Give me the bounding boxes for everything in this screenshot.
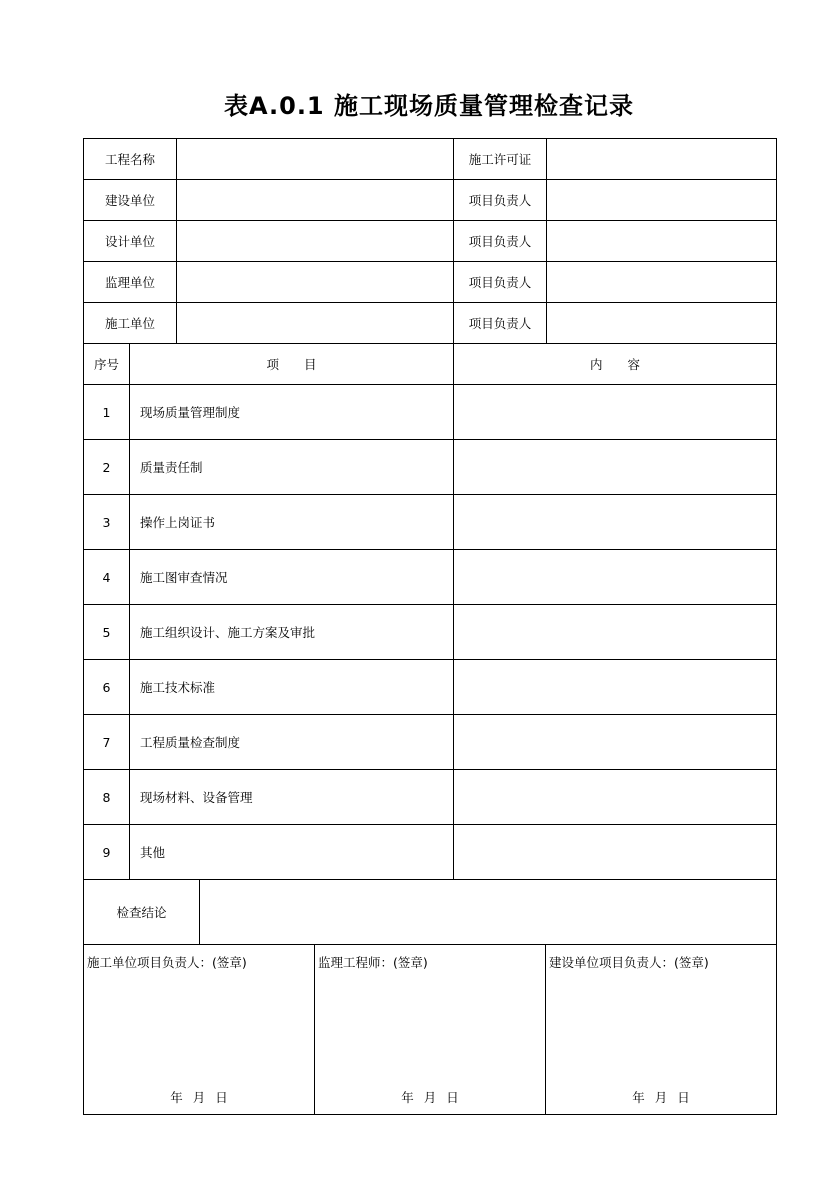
column-header-content — [453, 343, 777, 385]
signature-box-text: 监理工程师：(签章) — [318, 955, 428, 970]
signature-date: 年 月 日 — [632, 1090, 690, 1105]
conclusion-label-text: 检查结论 — [116, 905, 167, 920]
item-content-field[interactable] — [453, 604, 777, 660]
info-label-2-text: 项目负责人 — [468, 316, 532, 331]
item-seq — [83, 549, 130, 605]
item-name — [129, 494, 454, 550]
item-seq-text: 9 — [102, 844, 111, 860]
signature-date: 年 月 日 — [401, 1090, 459, 1105]
info-value-field-2[interactable] — [546, 261, 777, 303]
info-label-text: 监理单位 — [104, 275, 155, 290]
item-name-text: 施工图审查情况 — [140, 570, 228, 585]
info-label-text: 工程名称 — [104, 152, 155, 167]
item-name-text: 其他 — [140, 845, 166, 860]
info-value-field[interactable] — [176, 261, 454, 303]
info-value-field-2[interactable] — [546, 179, 777, 221]
item-seq — [83, 769, 130, 825]
item-content-field[interactable] — [453, 384, 777, 440]
item-seq-text: 2 — [102, 459, 111, 475]
item-content-field[interactable] — [453, 824, 777, 880]
signature-box-text: 施工单位项目负责人：(签章) — [87, 955, 247, 970]
column-header-item — [129, 343, 454, 385]
signature-box[interactable] — [545, 944, 777, 1115]
item-content-field[interactable] — [453, 549, 777, 605]
signature-date: 年 月 日 — [170, 1090, 228, 1105]
item-name-text: 现场质量管理制度 — [140, 405, 241, 420]
info-value-field[interactable] — [176, 179, 454, 221]
item-name-text: 工程质量检查制度 — [140, 735, 241, 750]
item-seq-text: 8 — [102, 789, 111, 805]
item-content-field[interactable] — [453, 494, 777, 550]
item-seq-text: 1 — [102, 404, 111, 420]
info-label-2 — [453, 302, 547, 344]
item-seq-text: 6 — [102, 679, 111, 695]
signature-box[interactable] — [83, 944, 315, 1115]
item-name — [129, 439, 454, 495]
item-seq — [83, 604, 130, 660]
info-label-2 — [453, 179, 547, 221]
item-seq — [83, 824, 130, 880]
item-name-text: 施工组织设计、施工方案及审批 — [140, 625, 316, 640]
info-label-text: 施工单位 — [104, 316, 155, 331]
item-seq — [83, 659, 130, 715]
item-name — [129, 714, 454, 770]
column-header-item-text: 项 目 — [266, 357, 317, 372]
item-seq — [83, 714, 130, 770]
info-label-2-text: 项目负责人 — [468, 234, 532, 249]
signature-box-text: 建设单位项目负责人：(签章) — [549, 955, 709, 970]
item-name — [129, 659, 454, 715]
item-content-field[interactable] — [453, 659, 777, 715]
item-seq-text: 5 — [102, 624, 111, 640]
info-value-field[interactable] — [176, 220, 454, 262]
item-content-field[interactable] — [453, 769, 777, 825]
conclusion-label — [83, 879, 200, 945]
info-label — [83, 261, 177, 303]
signature-box[interactable] — [314, 944, 546, 1115]
item-seq — [83, 384, 130, 440]
page-title: 表A.0.1 施工现场质量管理检查记录 — [223, 92, 634, 120]
info-label — [83, 138, 177, 180]
info-value-field-2[interactable] — [546, 220, 777, 262]
info-value-field[interactable] — [176, 138, 454, 180]
info-label-2-text: 项目负责人 — [468, 193, 532, 208]
info-label-text: 设计单位 — [104, 234, 155, 249]
item-seq-text: 3 — [102, 514, 111, 530]
item-name-text: 现场材料、设备管理 — [140, 790, 253, 805]
conclusion-field[interactable] — [199, 879, 777, 945]
item-name — [129, 769, 454, 825]
item-name — [129, 824, 454, 880]
item-seq — [83, 439, 130, 495]
item-seq-text: 7 — [102, 734, 111, 750]
info-label-2 — [453, 220, 547, 262]
info-label-2 — [453, 138, 547, 180]
info-label-2 — [453, 261, 547, 303]
item-name-text: 施工技术标准 — [140, 680, 216, 695]
item-name-text: 操作上岗证书 — [140, 515, 216, 530]
info-value-field-2[interactable] — [546, 138, 777, 180]
item-name — [129, 549, 454, 605]
info-label-2-text: 项目负责人 — [468, 275, 532, 290]
info-label-2-text: 施工许可证 — [468, 152, 532, 167]
item-name — [129, 384, 454, 440]
item-content-field[interactable] — [453, 439, 777, 495]
item-name-text: 质量责任制 — [140, 460, 203, 475]
info-label-text: 建设单位 — [104, 193, 155, 208]
info-label — [83, 179, 177, 221]
info-label — [83, 302, 177, 344]
column-header-content-text: 内 容 — [589, 357, 640, 372]
info-value-field[interactable] — [176, 302, 454, 344]
item-seq — [83, 494, 130, 550]
column-header-seq-text: 序号 — [93, 357, 119, 372]
column-header-seq — [83, 343, 130, 385]
info-value-field-2[interactable] — [546, 302, 777, 344]
info-label — [83, 220, 177, 262]
item-seq-text: 4 — [102, 569, 111, 585]
item-name — [129, 604, 454, 660]
item-content-field[interactable] — [453, 714, 777, 770]
